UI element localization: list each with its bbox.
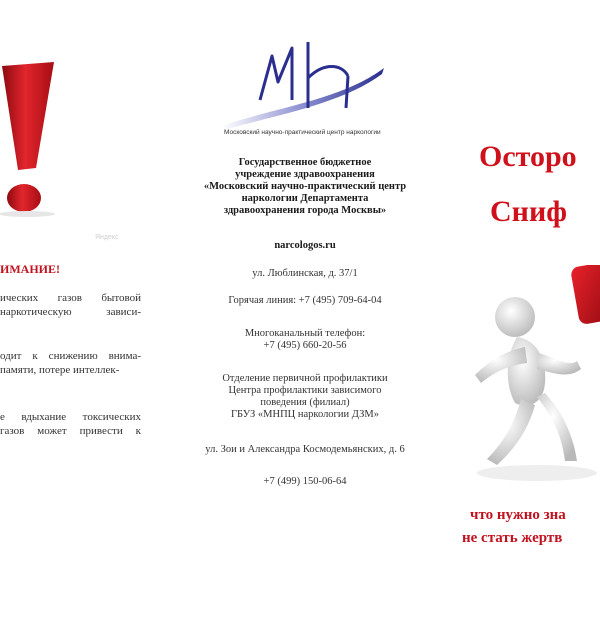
attention-heading: ИМАНИЕ! bbox=[0, 262, 60, 276]
middle-panel bbox=[160, 0, 450, 620]
subtitle-line-2: не стать жертв bbox=[462, 530, 563, 546]
subtitle-line-1: что нужно зна bbox=[470, 507, 566, 523]
text-line: здравоохранения города Москвы» bbox=[223, 205, 387, 216]
text-line: +7 (495) 660-20-56 bbox=[263, 340, 347, 351]
logo-caption: Московский научно-практический центр наркологии bbox=[224, 129, 381, 136]
text-line: Отделение первичной профилактики bbox=[222, 373, 388, 384]
title-line-2: Сниф bbox=[490, 195, 567, 228]
text-line: е вдыхание токсических bbox=[0, 411, 141, 423]
text-line: Центра профилактики зависимого bbox=[228, 385, 382, 396]
text-line: ГБУЗ «МНПЦ наркологии ДЗМ» bbox=[230, 409, 379, 420]
right-panel bbox=[450, 0, 600, 620]
watermark: Яндекс bbox=[95, 234, 119, 241]
text-line: газов может привести к bbox=[0, 425, 141, 437]
website-link[interactable]: narcologos.ru bbox=[274, 240, 336, 251]
secondary-phone: +7 (499) 150-06-64 bbox=[263, 476, 347, 487]
left-panel bbox=[0, 0, 160, 620]
left-paragraph-3 bbox=[0, 410, 141, 438]
running-figure-icon bbox=[465, 265, 600, 485]
title-line-1: Осторо bbox=[479, 140, 577, 173]
text-line: ических газов бытовой bbox=[0, 292, 141, 304]
department-info bbox=[160, 373, 450, 421]
left-paragraph-2 bbox=[0, 349, 141, 377]
center-logo-icon bbox=[212, 38, 392, 138]
text-line: памяти, потере интеллек- bbox=[0, 364, 120, 376]
text-line: Государственное бюджетное bbox=[238, 157, 372, 168]
text-line: «Московский научно-практический центр bbox=[203, 181, 407, 192]
text-line: наркологии Департамента bbox=[241, 193, 369, 204]
hotline-phone: Горячая линия: +7 (495) 709-64-04 bbox=[228, 295, 382, 306]
exclamation-mark-icon bbox=[0, 58, 72, 218]
left-paragraph-1 bbox=[0, 291, 141, 319]
text-line: одит к снижению внима- bbox=[0, 350, 141, 362]
text-line: поведения (филиал) bbox=[260, 397, 350, 408]
text-line: учреждение здравоохранения bbox=[235, 169, 375, 180]
address-primary: ул. Люблинская, д. 37/1 bbox=[252, 268, 358, 279]
organization-name bbox=[160, 157, 450, 217]
multichannel-phone bbox=[160, 328, 450, 352]
text-line: наркотическую зависи- bbox=[0, 306, 141, 318]
address-secondary: ул. Зои и Александра Космодемьянских, д. 6 bbox=[205, 444, 405, 455]
text-line: Многоканальный телефон: bbox=[244, 328, 366, 339]
